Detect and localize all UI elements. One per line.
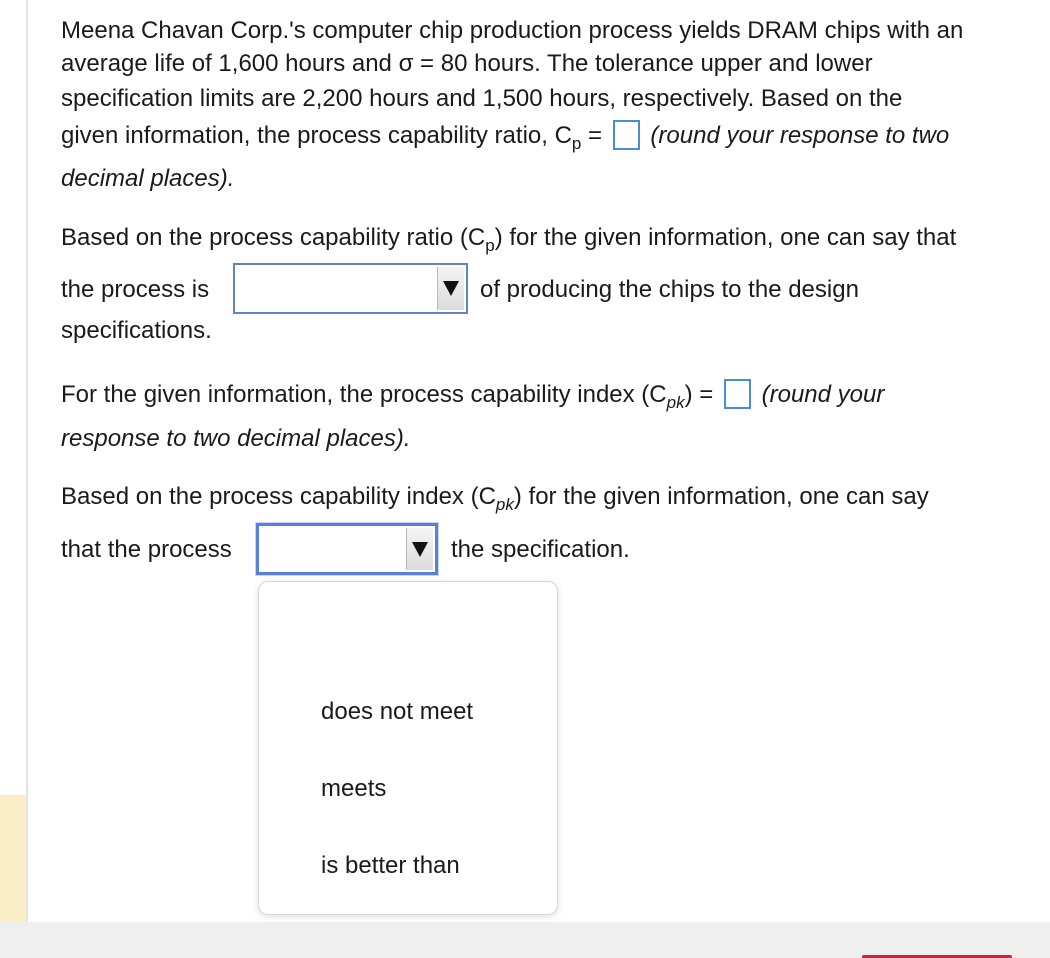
q4-line-2-post: the specification. [451, 536, 630, 563]
cpk-round-hint: (round your [761, 381, 885, 408]
cpk-subscript: pk [495, 495, 514, 514]
q2-line-2-pre: the process is [61, 276, 210, 303]
option-does-not-meet[interactable]: does not meet [321, 698, 474, 725]
q3-text-post: ) = [684, 381, 720, 408]
q2-text-post: ) for the given information, one can say that [494, 224, 957, 251]
chevron-down-icon[interactable] [406, 528, 433, 570]
q3-line-2: response to two decimal places). [61, 425, 411, 452]
q2-line-2-post: of producing the chips to the design [480, 276, 859, 303]
left-rail-highlight [0, 795, 26, 922]
q4-line-2-pre: that the process [61, 536, 232, 563]
cp-subscript: p [485, 236, 495, 255]
q3-line-1 [61, 380, 884, 412]
q1-line-4 [61, 121, 949, 153]
option-is-better-than[interactable]: is better than [321, 852, 460, 879]
q1-line-2: average life of 1,600 hours and σ = 80 hours. The tolerance upper and lower [61, 50, 873, 77]
cpk-answer-input[interactable] [724, 379, 751, 409]
q1-line-3: specification limits are 2,200 hours and 1,500 hours, respectively. Based on the [61, 85, 903, 112]
q2-line-1 [61, 223, 956, 255]
specification-dropdown-menu [258, 581, 558, 915]
q3-text-pre: For the given information, the process capability index (C [61, 381, 667, 408]
cp-subscript: p [571, 134, 582, 153]
cp-round-hint: (round your response to two [650, 122, 950, 149]
cp-text: given information, the process capability ratio, C [61, 122, 572, 149]
capability-select[interactable] [233, 263, 468, 314]
equals-sign: = [581, 122, 609, 149]
cp-answer-input[interactable] [613, 120, 640, 150]
q1-line-5: decimal places). [61, 165, 235, 192]
specification-select[interactable] [256, 523, 438, 575]
q2-line-3: specifications. [61, 317, 212, 344]
q4-text-post: ) for the given information, one can say [513, 483, 929, 510]
q4-text-pre: Based on the process capability index (C [61, 483, 496, 510]
left-rail [0, 0, 28, 922]
cpk-subscript: pk [666, 393, 685, 412]
q2-text-pre: Based on the process capability ratio (C [61, 224, 486, 251]
q4-line-1 [61, 482, 929, 514]
chevron-down-icon[interactable] [437, 267, 464, 310]
q1-line-1: Meena Chavan Corp.'s computer chip production process yields DRAM chips with an [61, 17, 964, 44]
footer-bar [0, 922, 1050, 958]
option-meets[interactable]: meets [321, 775, 387, 802]
